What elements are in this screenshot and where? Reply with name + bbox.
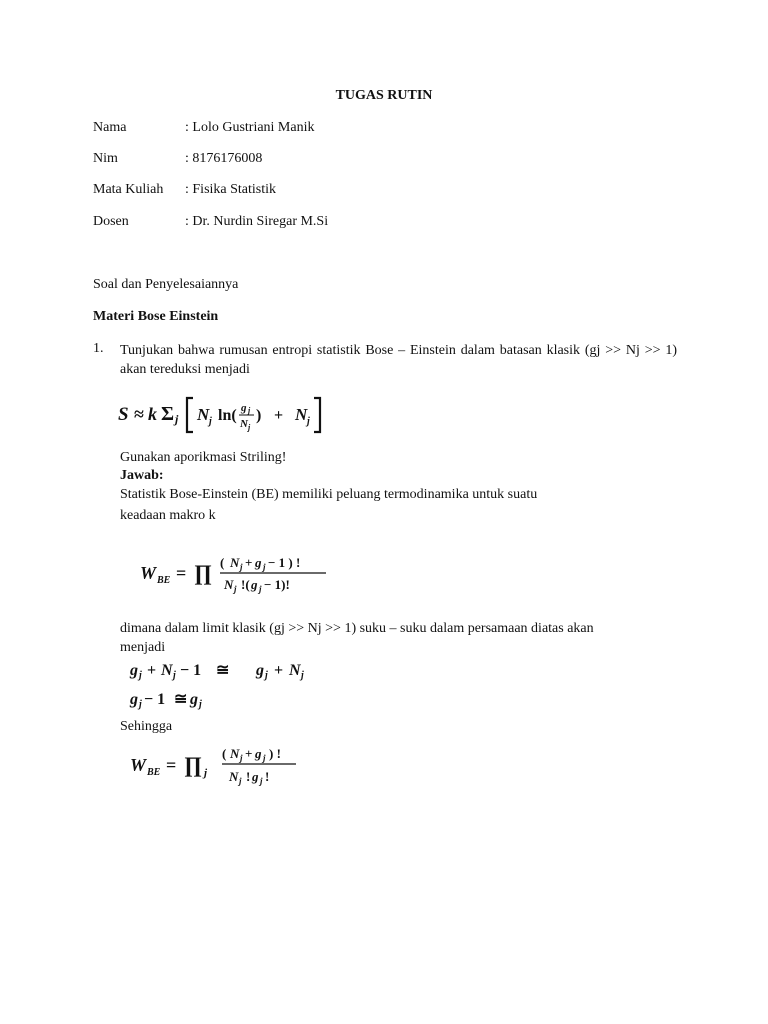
svg-text:g: g bbox=[256, 662, 264, 679]
svg-text:g: g bbox=[241, 402, 247, 414]
svg-text:Σ: Σ bbox=[161, 403, 175, 425]
info-label-nim: Nim bbox=[93, 151, 118, 166]
limit-line-1: dimana dalam limit klasik (gj >> Nj >> 1) suku – suku dalam persamaan diatas akan bbox=[120, 621, 594, 636]
svg-text:!(: !( bbox=[241, 577, 250, 592]
svg-text:N: N bbox=[240, 418, 248, 430]
svg-text:j: j bbox=[263, 753, 266, 763]
svg-text:W: W bbox=[130, 755, 147, 775]
svg-text:!: ! bbox=[246, 769, 251, 784]
svg-text:j: j bbox=[263, 562, 266, 572]
info-value-mata-kuliah: : Fisika Statistik bbox=[185, 182, 277, 197]
svg-text:≅: ≅ bbox=[216, 662, 230, 679]
svg-text:!: ! bbox=[265, 769, 270, 784]
svg-text:N: N bbox=[295, 405, 308, 424]
svg-text:g: g bbox=[255, 746, 262, 761]
svg-text:N: N bbox=[224, 577, 234, 592]
approximation-equations bbox=[128, 656, 338, 712]
svg-text:j: j bbox=[234, 584, 237, 594]
sehingga-text: Sehingga bbox=[120, 719, 173, 734]
svg-text:j: j bbox=[240, 562, 243, 572]
svg-text:(: ( bbox=[222, 746, 227, 761]
svg-text:j: j bbox=[173, 670, 176, 681]
info-label-mata-kuliah: Mata Kuliah bbox=[93, 182, 164, 197]
svg-text:j: j bbox=[209, 416, 212, 427]
svg-text:g: g bbox=[255, 555, 262, 570]
info-value-nim: : 8176176008 bbox=[185, 151, 263, 166]
svg-text:+: + bbox=[274, 662, 284, 679]
svg-text:N: N bbox=[230, 555, 240, 570]
svg-text:=: = bbox=[176, 563, 187, 583]
limit-line-2: menjadi bbox=[120, 640, 166, 655]
svg-text:BE: BE bbox=[157, 575, 171, 586]
svg-text:S: S bbox=[118, 404, 129, 425]
info-label-dosen: Dosen bbox=[93, 214, 129, 229]
entropy-equation bbox=[118, 392, 348, 438]
svg-text:j: j bbox=[307, 416, 310, 427]
svg-text:− 1: − 1 bbox=[180, 662, 202, 679]
answer-line-1: Statistik Bose-Einstein (BE) memiliki peluang termodinamika untuk suatu bbox=[120, 487, 538, 502]
svg-text:j: j bbox=[139, 699, 142, 710]
svg-text:BE: BE bbox=[147, 767, 161, 778]
wbe-equation-2 bbox=[130, 740, 330, 792]
svg-text:j: j bbox=[248, 423, 251, 432]
svg-text:j: j bbox=[260, 776, 263, 786]
svg-text:≈: ≈ bbox=[134, 404, 144, 424]
svg-text:j: j bbox=[199, 699, 202, 710]
svg-text:− 1)!: − 1)! bbox=[264, 577, 290, 592]
svg-text:j: j bbox=[175, 412, 179, 426]
svg-text:+: + bbox=[245, 555, 253, 570]
svg-text:− 1: − 1 bbox=[144, 691, 166, 708]
svg-text:): ) bbox=[256, 407, 262, 424]
page-title: TUGAS RUTIN bbox=[335, 88, 433, 103]
svg-text:j: j bbox=[265, 670, 268, 681]
svg-text:N: N bbox=[230, 746, 240, 761]
svg-text:k: k bbox=[148, 404, 157, 424]
svg-text:j: j bbox=[259, 584, 262, 594]
svg-text:N: N bbox=[289, 662, 301, 679]
answer-line-2: keadaan makro k bbox=[120, 508, 216, 523]
svg-text:W: W bbox=[140, 563, 157, 583]
svg-text:≅: ≅ bbox=[174, 691, 188, 708]
svg-text:N: N bbox=[161, 662, 173, 679]
info-value-nama: : Lolo Gustriani Manik bbox=[185, 120, 315, 135]
svg-text:j: j bbox=[139, 670, 142, 681]
svg-text:+: + bbox=[147, 662, 157, 679]
svg-text:∏: ∏ bbox=[194, 560, 213, 585]
svg-text:+: + bbox=[274, 407, 284, 424]
svg-text:+: + bbox=[245, 746, 253, 761]
svg-text:∏: ∏ bbox=[184, 752, 203, 777]
svg-text:g: g bbox=[130, 662, 138, 679]
info-value-dosen: : Dr. Nurdin Siregar M.Si bbox=[185, 214, 329, 229]
hint-text: Gunakan aporikmasi Striling! bbox=[120, 450, 287, 465]
svg-text:g: g bbox=[251, 577, 258, 592]
svg-text:g: g bbox=[252, 769, 259, 784]
svg-text:g: g bbox=[190, 691, 198, 708]
svg-text:ln(: ln( bbox=[218, 407, 237, 424]
question-text: Tunjukan bahwa rumusan entropi statistik Bose – Einstein dalam batasan klasik (gj >> Nj >> 1) akan tereduksi menjadi bbox=[120, 343, 677, 377]
svg-text:N: N bbox=[229, 769, 239, 784]
svg-text:j: j bbox=[301, 670, 304, 681]
svg-text:g: g bbox=[130, 691, 138, 708]
svg-text:(: ( bbox=[220, 555, 225, 570]
info-label-nama: Nama bbox=[93, 120, 127, 135]
question-number: 1. bbox=[93, 341, 104, 356]
svg-text:=: = bbox=[166, 755, 177, 775]
svg-text:j: j bbox=[204, 767, 208, 779]
answer-label: Jawab: bbox=[120, 468, 164, 483]
svg-text:j: j bbox=[240, 753, 243, 763]
svg-text:j: j bbox=[248, 406, 251, 415]
subsection-heading: Materi Bose Einstein bbox=[93, 309, 219, 324]
svg-text:) !: ) ! bbox=[269, 746, 281, 761]
wbe-equation-1 bbox=[140, 548, 340, 598]
svg-text:− 1 ) !: − 1 ) ! bbox=[268, 555, 301, 570]
svg-text:N: N bbox=[197, 405, 210, 424]
section-heading: Soal dan Penyelesaiannya bbox=[93, 277, 239, 292]
svg-text:j: j bbox=[239, 776, 242, 786]
